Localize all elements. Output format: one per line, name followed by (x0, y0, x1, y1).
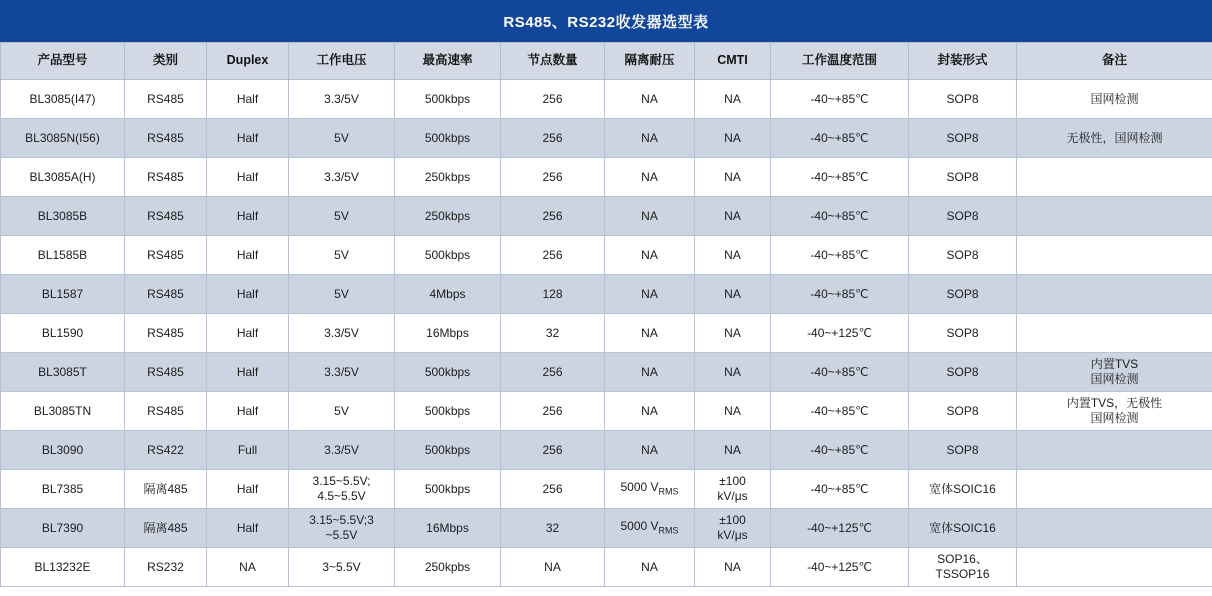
table-row (1, 509, 1212, 548)
cell-cmti: NA (695, 431, 771, 470)
cell-isolation: NA (605, 236, 695, 275)
cell-voltage-line-2: ~5.5V (325, 528, 358, 542)
cell-category: 隔离485 (125, 509, 207, 548)
cell-speed: 250kpbs (395, 548, 501, 587)
cell-model: BL13232E (1, 548, 125, 587)
cell-voltage-line-1: 3.15~5.5V;3 (309, 513, 374, 527)
cell-nodes: 128 (501, 275, 605, 314)
cell-temperature: -40~+85℃ (771, 353, 909, 392)
cell-duplex: Half (207, 236, 289, 275)
cell-category: RS485 (125, 119, 207, 158)
table-row (1, 236, 1212, 275)
cell-cmti-line-1: ±100 (719, 513, 746, 527)
cell-nodes: 256 (501, 119, 605, 158)
cell-category: RS485 (125, 236, 207, 275)
cell-speed: 4Mbps (395, 275, 501, 314)
cell-package: 宽体SOIC16 (909, 470, 1017, 509)
cell-model: BL1585B (1, 236, 125, 275)
cell-voltage: 3.3/5V (289, 314, 395, 353)
cell-nodes: 256 (501, 80, 605, 119)
page-title: RS485、RS232收发器选型表 (503, 13, 709, 31)
cell-duplex: Full (207, 431, 289, 470)
cell-nodes: 32 (501, 314, 605, 353)
cell-package: SOP8 (909, 80, 1017, 119)
cell-package: SOP8 (909, 392, 1017, 431)
document-title-bar (0, 0, 1212, 42)
cell-category: RS485 (125, 158, 207, 197)
cell-speed: 500kbps (395, 353, 501, 392)
cell-duplex: Half (207, 470, 289, 509)
cell-model: BL7385 (1, 470, 125, 509)
cell-cmti: NA (695, 353, 771, 392)
cell-cmti-line-2: kV/μs (717, 528, 748, 542)
cell-category: RS232 (125, 548, 207, 587)
cell-speed: 500kbps (395, 236, 501, 275)
cell-voltage: 3.3/5V (289, 431, 395, 470)
cell-package: SOP8 (909, 158, 1017, 197)
cell-cmti: NA (695, 158, 771, 197)
cell-voltage-line-2: 4.5~5.5V (317, 489, 366, 503)
cell-temperature: -40~+125℃ (771, 509, 909, 548)
cell-speed: 500kbps (395, 392, 501, 431)
cell-model: BL7390 (1, 509, 125, 548)
cell-remark: 无极性，国网检测 (1017, 119, 1212, 158)
cell-temperature: -40~+85℃ (771, 470, 909, 509)
table-row (1, 314, 1212, 353)
cell-remark (1017, 392, 1212, 431)
cell-speed: 16Mbps (395, 509, 501, 548)
cell-isolation: NA (605, 80, 695, 119)
cell-package: 宽体SOIC16 (909, 509, 1017, 548)
column-header-nodes: 节点数量 (501, 43, 605, 80)
column-header-category: 类别 (125, 43, 207, 80)
column-header-model: 产品型号 (1, 43, 125, 80)
cell-remark (1017, 275, 1212, 314)
cell-isolation: NA (605, 353, 695, 392)
cell-speed: 250kbps (395, 158, 501, 197)
cell-isolation-value: 5000 V (620, 519, 659, 534)
cell-isolation: NA (605, 119, 695, 158)
cell-remark (1017, 509, 1212, 548)
cell-voltage (289, 470, 395, 509)
cell-model: BL3085B (1, 197, 125, 236)
cell-isolation: NA (605, 392, 695, 431)
cell-remark: 国网检测 (1017, 80, 1212, 119)
cell-voltage (289, 509, 395, 548)
cell-package-line-1: SOP16、 (937, 552, 988, 566)
table-row (1, 431, 1212, 470)
cell-duplex: Half (207, 197, 289, 236)
cell-nodes: 32 (501, 509, 605, 548)
cell-nodes: 256 (501, 236, 605, 275)
cell-remark (1017, 314, 1212, 353)
cell-cmti: NA (695, 236, 771, 275)
cell-isolation: NA (605, 548, 695, 587)
cell-temperature: -40~+85℃ (771, 431, 909, 470)
cell-model: BL3090 (1, 431, 125, 470)
cell-category: RS485 (125, 80, 207, 119)
column-header-voltage: 工作电压 (289, 43, 395, 80)
cell-remark (1017, 353, 1212, 392)
cell-nodes: 256 (501, 353, 605, 392)
cell-temperature: -40~+125℃ (771, 548, 909, 587)
column-header-cmti: CMTI (695, 43, 771, 80)
cell-cmti: NA (695, 119, 771, 158)
cell-voltage: 5V (289, 275, 395, 314)
cell-cmti: NA (695, 197, 771, 236)
cell-remark-line-1: 内置TVS (1090, 357, 1139, 371)
cell-category: RS485 (125, 197, 207, 236)
cell-package: SOP8 (909, 275, 1017, 314)
table-row (1, 119, 1212, 158)
cell-cmti (695, 509, 771, 548)
cell-cmti (695, 470, 771, 509)
cell-nodes: 256 (501, 158, 605, 197)
cell-voltage: 5V (289, 236, 395, 275)
table-row (1, 353, 1212, 392)
cell-model: BL3085TN (1, 392, 125, 431)
cell-remark (1017, 470, 1212, 509)
cell-package: SOP8 (909, 236, 1017, 275)
cell-duplex: NA (207, 548, 289, 587)
cell-remark (1017, 236, 1212, 275)
cell-isolation: NA (605, 275, 695, 314)
cell-cmti: NA (695, 314, 771, 353)
cell-model: BL3085A(H) (1, 158, 125, 197)
cell-speed: 500kbps (395, 80, 501, 119)
cell-remark (1017, 548, 1212, 587)
cell-isolation (605, 509, 695, 548)
cell-package: SOP8 (909, 197, 1017, 236)
cell-package (909, 548, 1017, 587)
cell-voltage: 3~5.5V (289, 548, 395, 587)
cell-package-line-2: TSSOP16 (935, 567, 990, 581)
cell-model: BL3085N(I56) (1, 119, 125, 158)
cell-duplex: Half (207, 314, 289, 353)
cell-temperature: -40~+85℃ (771, 275, 909, 314)
cell-nodes: 256 (501, 392, 605, 431)
cell-package: SOP8 (909, 431, 1017, 470)
cell-voltage: 5V (289, 392, 395, 431)
column-header-speed: 最高速率 (395, 43, 501, 80)
table-body (1, 80, 1212, 587)
cell-package: SOP8 (909, 119, 1017, 158)
cell-isolation-value: 5000 V (620, 480, 659, 495)
cell-remark-line-2: 国网检测 (1090, 372, 1139, 386)
table-row (1, 80, 1212, 119)
cell-nodes: NA (501, 548, 605, 587)
cell-category: RS422 (125, 431, 207, 470)
cell-temperature: -40~+125℃ (771, 314, 909, 353)
cell-cmti: NA (695, 80, 771, 119)
cell-remark (1017, 431, 1212, 470)
column-header-duplex: Duplex (207, 43, 289, 80)
cell-temperature: -40~+85℃ (771, 236, 909, 275)
cell-category: RS485 (125, 392, 207, 431)
cell-isolation: NA (605, 431, 695, 470)
cell-nodes: 256 (501, 470, 605, 509)
cell-model: BL3085(I47) (1, 80, 125, 119)
cell-temperature: -40~+85℃ (771, 392, 909, 431)
selection-table (0, 42, 1212, 587)
cell-cmti: NA (695, 392, 771, 431)
cell-model: BL3085T (1, 353, 125, 392)
table-row (1, 275, 1212, 314)
column-header-isolation: 隔离耐压 (605, 43, 695, 80)
cell-cmti: NA (695, 275, 771, 314)
cell-cmti-line-1: ±100 (719, 474, 746, 488)
table-row (1, 470, 1212, 509)
cell-isolation: NA (605, 314, 695, 353)
cell-cmti-line-2: kV/μs (717, 489, 748, 503)
cell-duplex: Half (207, 80, 289, 119)
cell-category: RS485 (125, 275, 207, 314)
table-row (1, 548, 1212, 587)
cell-category: RS485 (125, 353, 207, 392)
cell-remark (1017, 158, 1212, 197)
cell-voltage: 3.3/5V (289, 353, 395, 392)
table-row (1, 197, 1212, 236)
cell-temperature: -40~+85℃ (771, 119, 909, 158)
cell-isolation: NA (605, 197, 695, 236)
cell-speed: 16Mbps (395, 314, 501, 353)
cell-category: 隔离485 (125, 470, 207, 509)
table-header (1, 43, 1212, 80)
cell-package: SOP8 (909, 314, 1017, 353)
cell-duplex: Half (207, 392, 289, 431)
cell-temperature: -40~+85℃ (771, 158, 909, 197)
cell-duplex: Half (207, 353, 289, 392)
cell-duplex: Half (207, 158, 289, 197)
cell-voltage: 3.3/5V (289, 158, 395, 197)
table-row (1, 158, 1212, 197)
column-header-remark: 备注 (1017, 43, 1212, 80)
cell-duplex: Half (207, 119, 289, 158)
cell-duplex: Half (207, 509, 289, 548)
cell-speed: 500kbps (395, 431, 501, 470)
cell-isolation (605, 470, 695, 509)
cell-speed: 500kbps (395, 119, 501, 158)
cell-duplex: Half (207, 275, 289, 314)
cell-model: BL1587 (1, 275, 125, 314)
cell-cmti: NA (695, 548, 771, 587)
table-header-row (1, 43, 1212, 80)
cell-nodes: 256 (501, 197, 605, 236)
cell-voltage: 5V (289, 197, 395, 236)
cell-voltage: 3.3/5V (289, 80, 395, 119)
cell-nodes: 256 (501, 431, 605, 470)
cell-temperature: -40~+85℃ (771, 197, 909, 236)
column-header-temperature: 工作温度范围 (771, 43, 909, 80)
cell-category: RS485 (125, 314, 207, 353)
cell-remark-line-1: 内置TVS，无极性 (1066, 396, 1163, 410)
cell-package: SOP8 (909, 353, 1017, 392)
column-header-package: 封装形式 (909, 43, 1017, 80)
cell-isolation-subscript: RMS (658, 486, 679, 497)
cell-voltage: 5V (289, 119, 395, 158)
cell-remark (1017, 197, 1212, 236)
cell-speed: 500kbps (395, 470, 501, 509)
cell-speed: 250kbps (395, 197, 501, 236)
cell-model: BL1590 (1, 314, 125, 353)
cell-remark-line-2: 国网检测 (1090, 411, 1139, 425)
cell-isolation: NA (605, 158, 695, 197)
cell-isolation-subscript: RMS (658, 525, 679, 536)
table-row (1, 392, 1212, 431)
cell-temperature: -40~+85℃ (771, 80, 909, 119)
cell-voltage-line-1: 3.15~5.5V; (312, 474, 371, 488)
